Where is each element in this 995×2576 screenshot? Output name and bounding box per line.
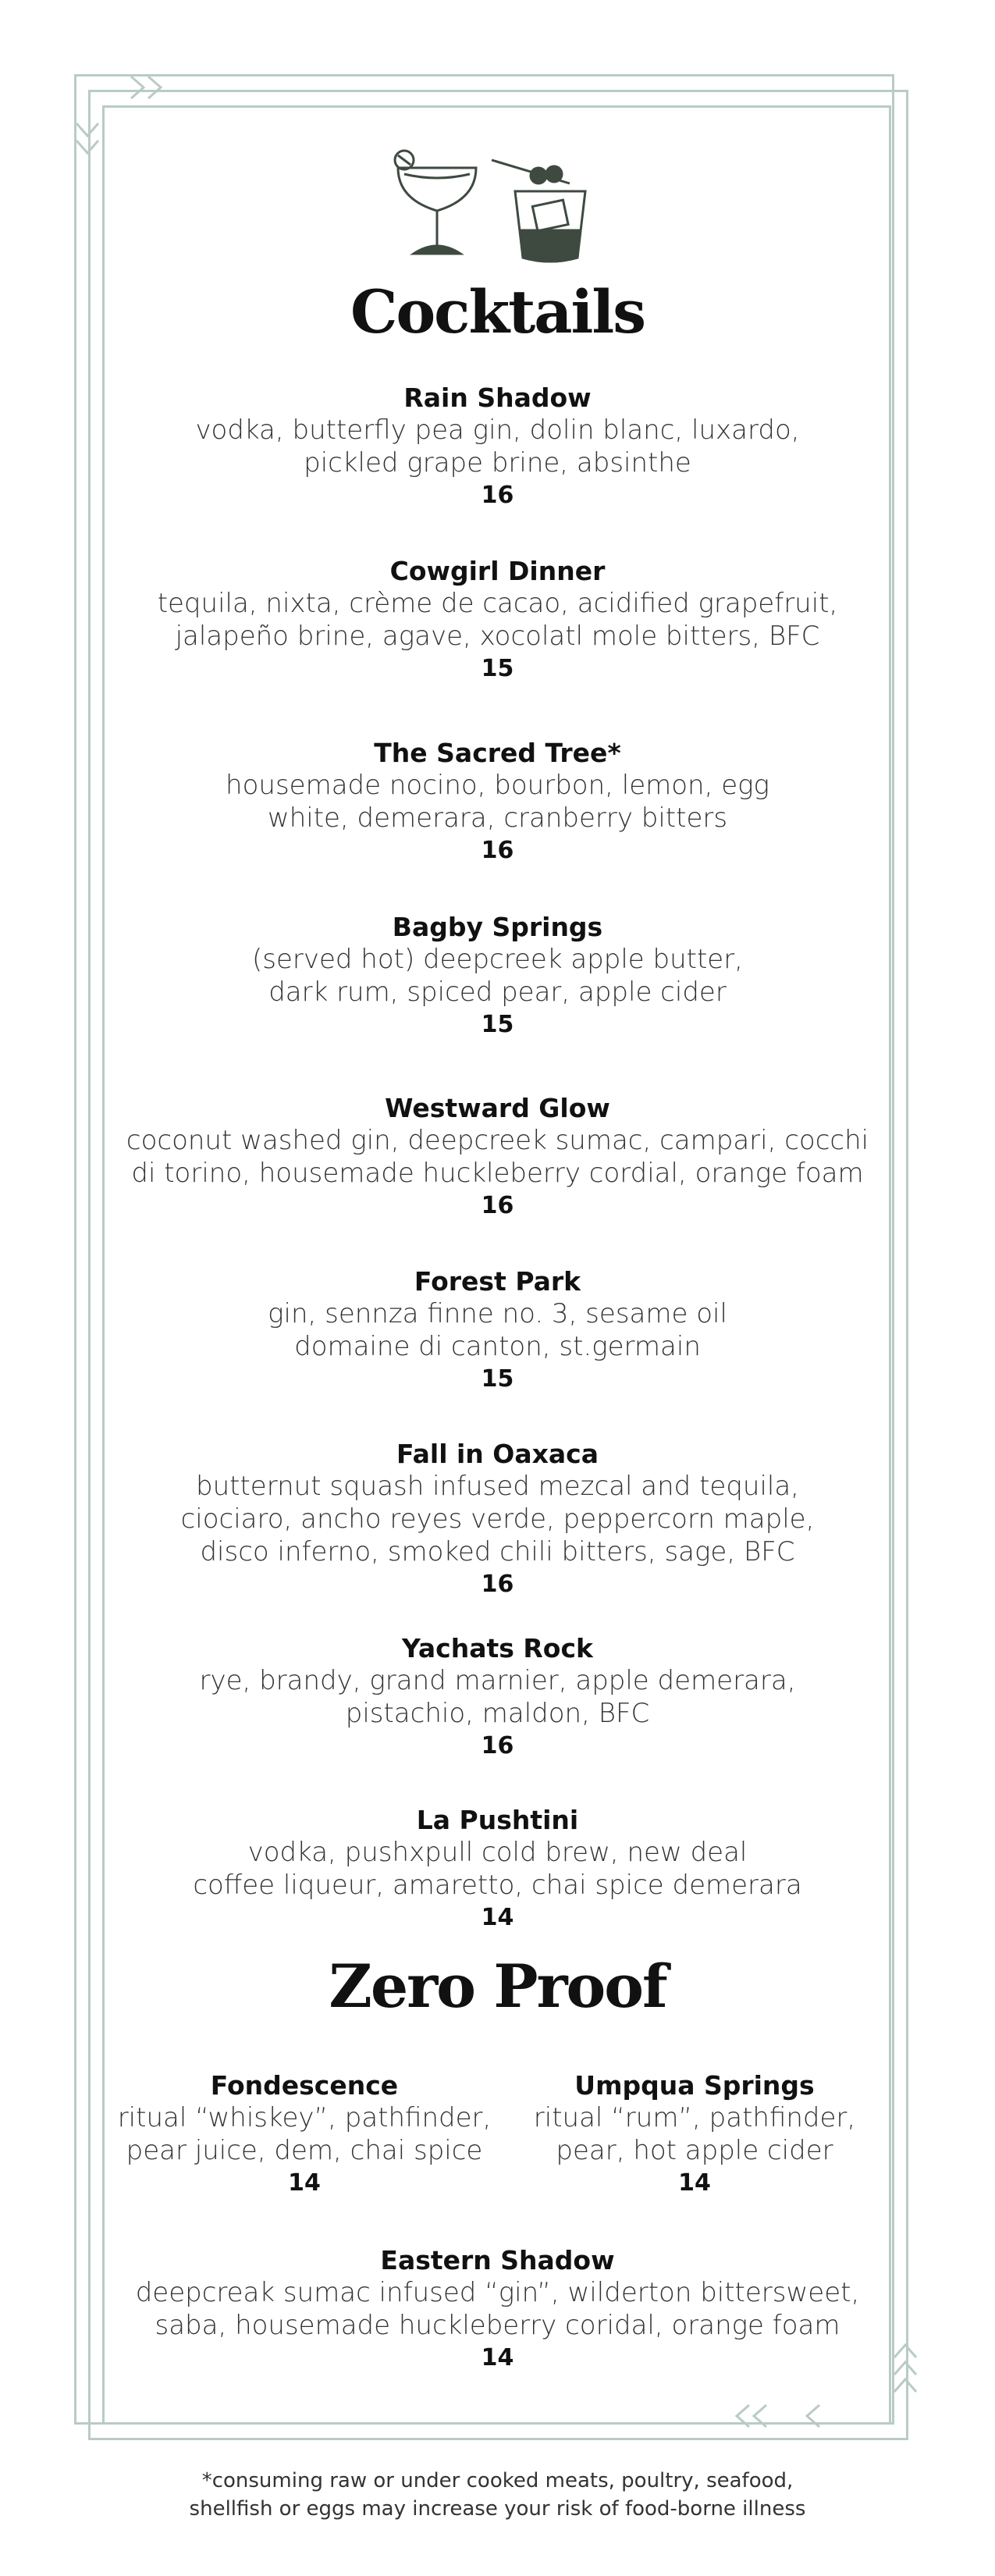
item-price: 16 bbox=[481, 837, 514, 864]
item-price: 16 bbox=[481, 1732, 514, 1759]
menu-item-bagby-springs bbox=[0, 912, 995, 1041]
item-price: 16 bbox=[481, 1571, 514, 1598]
item-price: 14 bbox=[288, 2169, 321, 2197]
item-name: Cowgirl Dinner bbox=[389, 556, 606, 586]
item-description: butternut squash infused mezcal and tequila, ciociaro, ancho reyes verde, peppercorn maple, disco inferno, smoked chili bitters, sage, BFC bbox=[180, 1471, 815, 1567]
menu-item-the-sacred-tree bbox=[0, 738, 995, 867]
item-description: ritual “rum”, pathfinder, pear, hot apple cider bbox=[533, 2102, 856, 2166]
item-description: housemade nocino, bourbon, lemon, egg white, demerara, cranberry bitters bbox=[226, 770, 769, 834]
menu-item-fondescence bbox=[109, 2070, 499, 2200]
item-description: gin, sennza finne no. 3, sesame oil domaine di canton, st.germain bbox=[268, 1298, 727, 1362]
item-name: Umpqua Springs bbox=[574, 2070, 815, 2101]
item-price: 14 bbox=[481, 2344, 514, 2371]
item-name: Yachats Rock bbox=[402, 1633, 593, 1663]
coupe-glass-icon bbox=[395, 151, 476, 254]
item-name: Westward Glow bbox=[385, 1093, 610, 1123]
item-name: Fondescence bbox=[210, 2070, 399, 2101]
item-name: Eastern Shadow bbox=[380, 2245, 615, 2275]
item-name: Fall in Oaxaca bbox=[396, 1439, 599, 1469]
cocktails-heading: Cocktails bbox=[350, 277, 645, 347]
item-price: 16 bbox=[481, 482, 514, 509]
item-name: The Sacred Tree* bbox=[374, 738, 621, 768]
zero-proof-heading: Zero Proof bbox=[329, 1952, 666, 2021]
item-name: Forest Park bbox=[414, 1266, 581, 1297]
menu-item-cowgirl-dinner bbox=[0, 556, 995, 685]
item-description: rye, brandy, grand marnier, apple demerara, pistachio, maldon, BFC bbox=[199, 1665, 796, 1729]
item-price: 15 bbox=[481, 655, 514, 682]
item-description: ritual “whiskey”, pathfinder, pear juice, dem, chai spice bbox=[117, 2102, 492, 2166]
item-name: Rain Shadow bbox=[403, 382, 592, 413]
rocks-glass-icon bbox=[492, 160, 585, 262]
menu-item-rain-shadow bbox=[0, 382, 995, 512]
menu-item-la-pushtini bbox=[0, 1805, 995, 1934]
menu-item-fall-in-oaxaca bbox=[0, 1439, 995, 1601]
menu-item-eastern-shadow bbox=[0, 2245, 995, 2375]
item-name: Bagby Springs bbox=[392, 912, 603, 942]
item-description: vodka, butterfly pea gin, dolin blanc, luxardo, pickled grape brine, absinthe bbox=[195, 415, 800, 479]
item-description: deepcreak sumac infused “gin”, wilderton bittersweet, saba, housemade huckleberry coridal, orange foam bbox=[135, 2277, 860, 2341]
item-description: tequila, nixta, crème de cacao, acidified grapefruit, jalapeño brine, agave, xocolatl mole bitters, BFC bbox=[157, 588, 838, 652]
item-name: La Pushtini bbox=[416, 1805, 579, 1835]
menu-item-umpqua-springs bbox=[515, 2070, 874, 2200]
item-price: 14 bbox=[481, 1904, 514, 1931]
item-price: 15 bbox=[481, 1011, 514, 1038]
item-description: (served hot) deepcreek apple butter, dark rum, spiced pear, apple cider bbox=[252, 944, 743, 1008]
menu-item-westward-glow bbox=[0, 1093, 995, 1222]
health-disclaimer: *consuming raw or under cooked meats, poultry, seafood, shellfish or eggs may increase your risk of food-borne illness bbox=[189, 2469, 806, 2521]
menu-item-yachats-rock bbox=[0, 1633, 995, 1763]
item-price: 14 bbox=[678, 2169, 711, 2197]
item-price: 16 bbox=[481, 1192, 514, 1219]
cocktail-illustration bbox=[382, 137, 609, 273]
item-price: 15 bbox=[481, 1365, 514, 1393]
item-description: coconut washed gin, deepcreek sumac, campari, cocchi di torino, housemade huckleberry cordial, orange foam bbox=[126, 1125, 869, 1189]
menu-item-forest-park bbox=[0, 1266, 995, 1396]
item-description: vodka, pushxpull cold brew, new deal coffee liqueur, amaretto, chai spice demerara bbox=[193, 1837, 802, 1901]
